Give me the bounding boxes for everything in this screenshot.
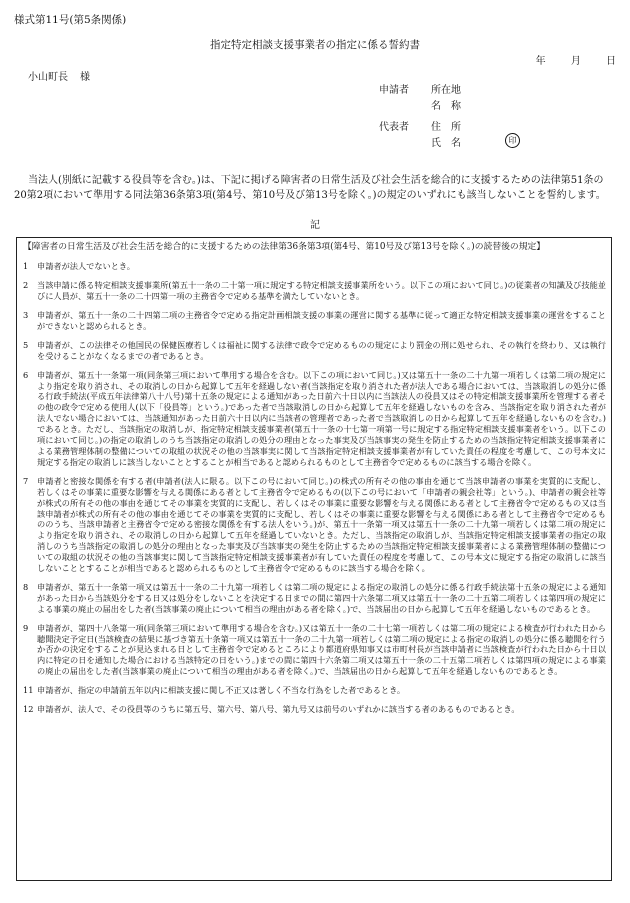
provision-item: [23, 370, 606, 468]
provision-item: [23, 582, 606, 615]
provisions-box: [16, 237, 612, 881]
provision-text: 申請者が、指定の申請前五年以内に相談支援に関し不正又は著しく不当な行為をした者であるとき。: [37, 685, 406, 696]
provision-number: 11: [23, 685, 34, 696]
provision-item: [23, 623, 606, 678]
ki-heading: 記: [310, 220, 320, 231]
addressee: [28, 71, 90, 84]
provision-number: 3: [23, 310, 29, 321]
provision-text: 当該申請に係る特定相談支援事業所(第五十一条の二十第一項に規定する特定相談支援事業所をいう。以下この項において同じ。)の従業者の知識及び技能並びに人員が、第五十一条の二十四第一項の主務省令で定める基準を満たしていないとき。: [37, 280, 606, 302]
provision-item: [23, 280, 606, 302]
addressee-name: 小山町長: [28, 72, 68, 83]
provision-text: 申請者が、この法律その他国民の保健医療若しくは福祉に関する法律で政令で定めるものの規定により罰金の刑に処せられ、その執行を終わり、又は執行を受けることがなくなるまでの者であるとき。: [37, 339, 606, 361]
provision-item: [23, 476, 606, 574]
date-day-label: 日: [606, 56, 616, 67]
provision-number: 9: [23, 622, 29, 633]
provision-item: [23, 310, 606, 332]
address-label: 住 所: [431, 122, 461, 133]
date-year-label: 年: [535, 56, 546, 67]
name-label: 名 称: [431, 101, 461, 112]
location-label: 所在地: [431, 85, 461, 96]
provision-text: 申請者が法人でないとき。: [37, 261, 135, 272]
provision-item: [23, 261, 606, 272]
seal-mark: 印: [505, 133, 520, 148]
provision-number: 2: [23, 280, 29, 291]
provision-number: 5: [23, 339, 29, 350]
addressee-honorific: 様: [80, 72, 90, 83]
provision-text: 申請者と密接な関係を有する者(申請者(法人に限る。以下この号において同じ。)の株式の所有その他の事由を通じて当該申請者の事業を実質的に支配し、若しくはその事業に重要な影響を与える関係にある者として主務省令で定めるもの(以下この号において「申請者の親会社等」という。)、申請者の親会社等が株式の所有その他の事由を通じてその事業を実質的に支配し、若しくはその事業に重要な影響を与える関係にある者として主務省令で定めるもの又は当該申請者が株式の所有その他の事由を通じてその事業を実質的に支配し、若しくはその事業に重要な影響を与える関係にある者として主務省令で定めるもののうち、当該申請者と主務省令で定める密接な関係を有する法人をいう。)が、第五十一条第一項又は第五十一条の二十九第一項若しくは第二項の規定により指定を取り消され、その取消しの日から起算して五年を経過していないとき。ただし、当該指定の取消しが、当該指定特定相談支援事業者の指定の取消しのうち当該指定の取消しの処分の理由となった事実及び当該事実の発生を防止するための当該指定特定相談支援事業者による業務管理体制の整備についての取組の状況その他の当該事実に関して当該指定特定相談支援事業者が有していた責任の程度を考慮して、この号本文に規定する指定の取消しに該当しないこととすることが相当であると認められるものとして主務省令で定めるものに該当する場合を除く。: [37, 475, 606, 574]
provision-item: [23, 340, 606, 362]
provision-number: 6: [23, 369, 29, 380]
provision-number: 8: [23, 581, 29, 592]
person-name-label: 氏 名: [431, 138, 461, 149]
provision-text: 申請者が、第四十八条第一項(同条第三項において準用する場合を含む。)又は第五十一条の二十七第一項若しくは第二項の規定による検査が行われた日から聴聞決定予定日(当該検査の結果に基づき第五十条第一項又は第五十一条の二十九第一項若しくは第二項の規定による指定の取消しの処分に係る聴聞を行うか否かの決定をすることが見込まれる日として主務省令で定めるところにより都道府県知事又は市町村長が当該申請者に当該検査が行われた日から十日以内に特定の日を通知した場合における当該特定の日をいう。)までの間に第四十六条第二項又は第五十一条の二十五第二項若しくは第四項の規定による事業の廃止の届出をした者(当該事業の廃止について相当の理由がある者を除く。)で、当該届出の日から起算して五年を経過しないものであるとき。: [37, 622, 606, 677]
pledge-statement: 当法人(別紙に記載する役員等を含む。)は、下記に掲げる障害者の日常生活及び社会生活を総合的に支援するための法律第51条の20第2項において準用する同法第36条第3項(第4号、第10号及び第13号を除く。)の規定のいずれにも該当しないことを誓約します。: [14, 175, 606, 201]
provision-text: 申請者が、第五十一条の二十四第二項の主務省令で定める指定計画相談支援の事業の運営に関する基準に従って適正な特定相談支援事業の運営をすることができないと認められるとき。: [37, 310, 606, 331]
provision-number: 1: [23, 261, 29, 272]
form-number: 様式第11号(第5条関係): [14, 14, 127, 26]
provision-text: 申請者が、法人で、その役員等のうちに第五号、第六号、第八号、第九号又は前号のいずれかに該当する者のあるものであるとき。: [37, 704, 520, 715]
provision-item: [23, 704, 606, 715]
date-month-label: 月: [570, 56, 581, 67]
representative-role-label: 代表者: [379, 122, 409, 133]
provision-text: 申請者が、第五十一条第一項又は第五十一条の二十九第一項若しくは第二項の規定による指定の取消しの処分に係る行政手続法第十五条の規定による通知があった日から当該処分をする日又は処分をしないことを決定する日までの間に第四十六条第二項又は第五十一条の二十五第二項若しくは第四項の規定による事業の廃止の届出をした者(当該事業の廃止について相当の理由がある者を除く。)で、当該届出の日から起算して五年を経過しないものであるとき。: [37, 581, 606, 614]
provision-item: [23, 685, 606, 696]
provision-number: 7: [23, 475, 29, 486]
provision-number: 12: [23, 704, 34, 715]
provision-text: 申請者が、第五十一条第一項(同条第三項において準用する場合を含む。以下この項において同じ。)又は第五十一条の二十九第一項若しくは第二項の規定により指定を取り消され、その取消しの日から起算して五年を経過しない者(当該指定を取り消された者が法人である場合においては、当該取消しの処分に係る行政手続法(平成五年法律第八十八号)第十五条の規定による通知があった日前六十日以内に当該法人の役員又はその特定相談支援事業所を管理する者その他の政令で定める使用人(以下「役員等」という。)であった者で当該取消しの日から起算して五年を経過しないものを含み、当該指定を取り消された者が法人でない場合においては、当該通知があった日前六十日以内に当該者の管理者であった者で当該取消しの日から起算して五年を経過しないものを含む。)であるとき。ただし、当該指定の取消しが、指定特定相談支援事業者(第五十一条の十七第一項第一号に規定する指定特定相談支援事業者をいう。以下この項において同じ。)の指定の取消しのうち当該指定の取消しの処分の理由となった事実及び当該事実の発生を防止するための当該指定特定相談支援事業者による業務管理体制の整備についての取組の状況その他の当該事実に関して当該指定特定相談支援事業者が有していた責任の程度を考慮して、この号本文に規定する指定の取消しに該当しないこととすることが相当であると認められるものとして主務省令で定めるものに該当する場合を除く。: [37, 369, 606, 467]
applicant-role-label: 申請者: [379, 85, 409, 96]
document-title: 指定特定相談支援事業者の指定に係る誓約書: [210, 39, 420, 51]
provisions-header: 【障害者の日常生活及び社会生活を総合的に支援するための法律第36条第3項(第4号、第10号及び第13号を除く。)の読替後の規定】: [23, 242, 546, 252]
date-line: [514, 55, 616, 68]
